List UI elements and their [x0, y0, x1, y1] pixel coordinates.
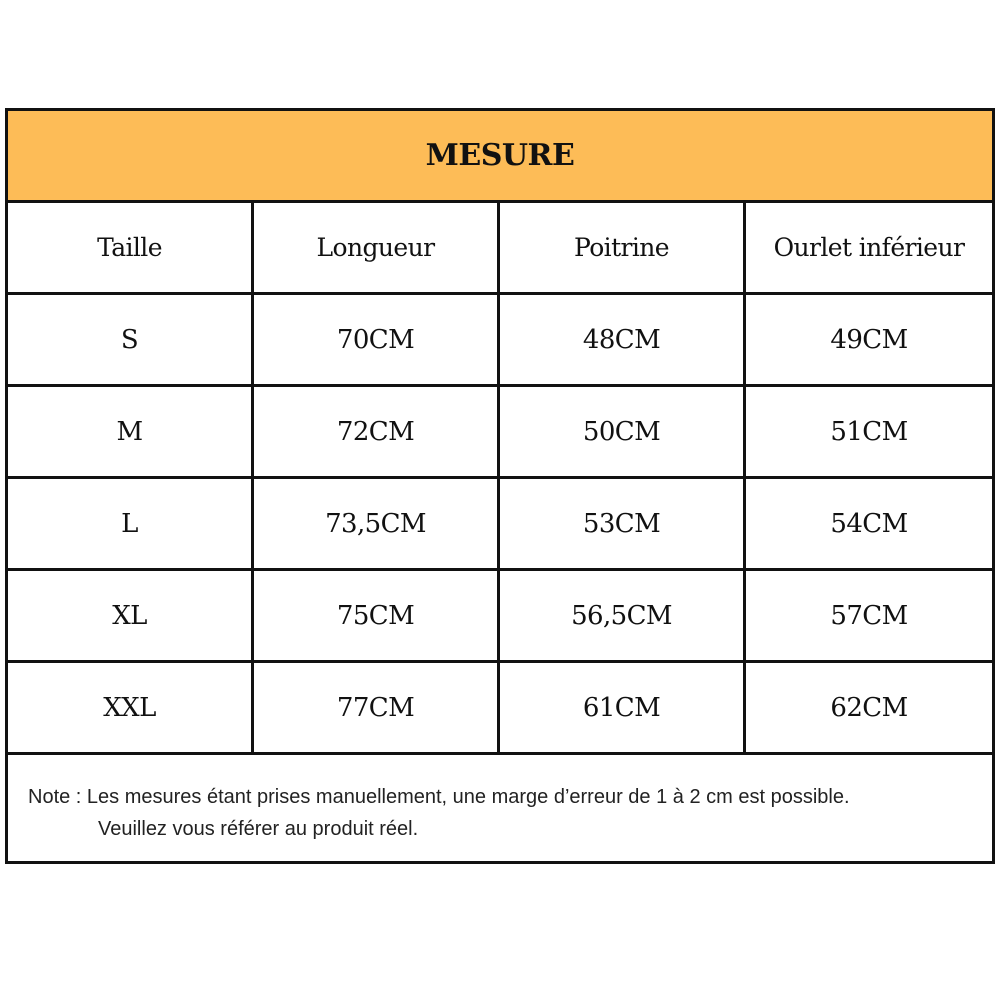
table-cell-size: M — [8, 387, 254, 479]
table-cell-longueur: 72CM — [254, 387, 500, 479]
note-line-2: Veuillez vous référer au produit réel. — [98, 818, 419, 840]
column-header-taille: Taille — [8, 203, 254, 295]
table-cell-longueur: 70CM — [254, 295, 500, 387]
table-cell-ourlet: 62CM — [746, 663, 992, 755]
table-cell-ourlet: 49CM — [746, 295, 992, 387]
table-cell-ourlet: 57CM — [746, 571, 992, 663]
table-cell-longueur: 75CM — [254, 571, 500, 663]
table-cell-poitrine: 53CM — [500, 479, 746, 571]
table-cell-poitrine: 50CM — [500, 387, 746, 479]
table-title: MESURE — [425, 138, 575, 173]
measurement-note — [8, 755, 992, 861]
table-cell-size: XXL — [8, 663, 254, 755]
column-header-poitrine: Poitrine — [500, 203, 746, 295]
table-cell-longueur: 73,5CM — [254, 479, 500, 571]
column-header-ourlet: Ourlet inférieur — [746, 203, 992, 295]
note-line-1: Note : Les mesures étant prises manuellement, une marge d’erreur de 1 à 2 cm est possible. — [28, 786, 850, 808]
size-grid — [8, 203, 992, 755]
table-cell-poitrine: 61CM — [500, 663, 746, 755]
table-cell-size: XL — [8, 571, 254, 663]
table-cell-ourlet: 54CM — [746, 479, 992, 571]
table-cell-ourlet: 51CM — [746, 387, 992, 479]
table-cell-size: L — [8, 479, 254, 571]
table-cell-longueur: 77CM — [254, 663, 500, 755]
size-chart-table — [5, 108, 995, 864]
table-cell-poitrine: 48CM — [500, 295, 746, 387]
table-title-bar — [8, 111, 992, 203]
table-cell-poitrine: 56,5CM — [500, 571, 746, 663]
column-header-longueur: Longueur — [254, 203, 500, 295]
table-cell-size: S — [8, 295, 254, 387]
